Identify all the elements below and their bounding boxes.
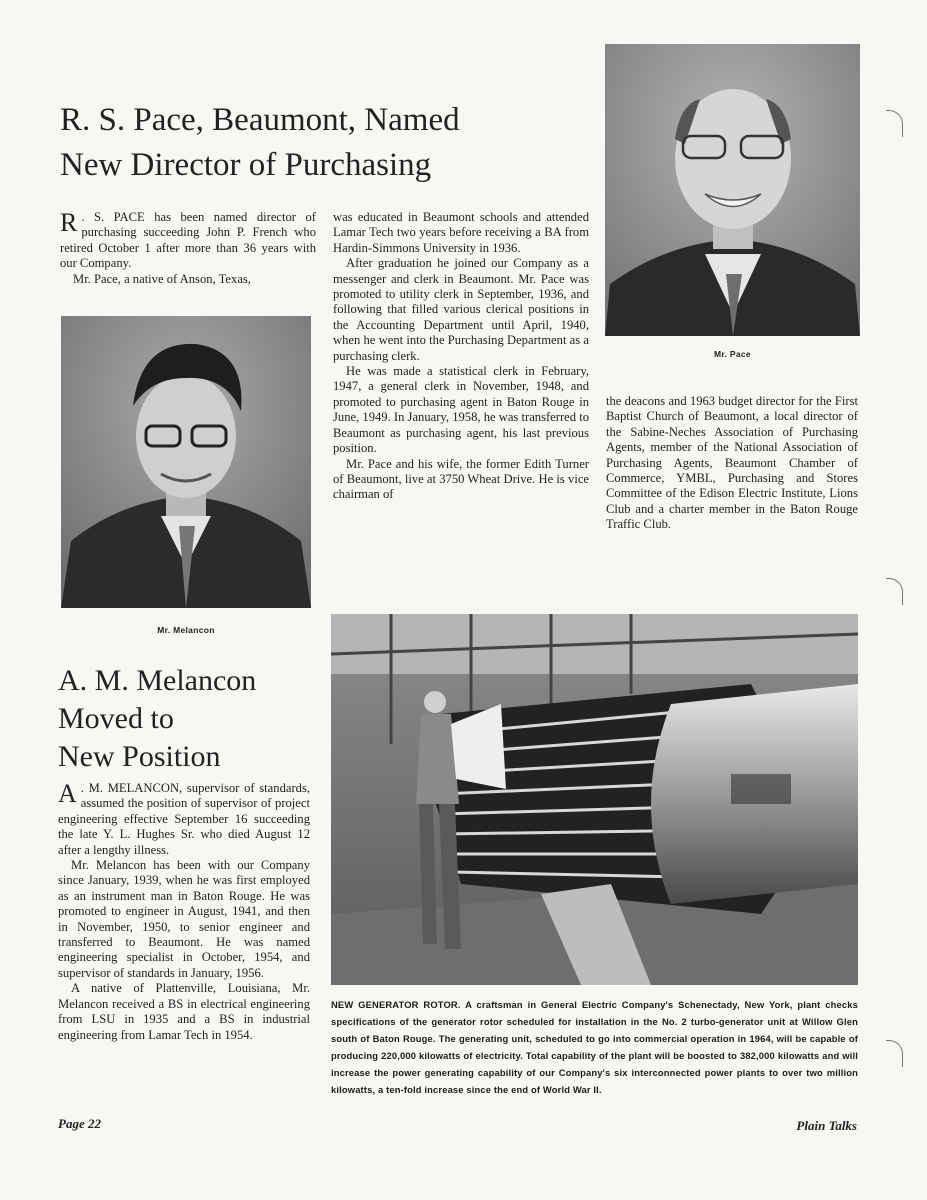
melancon-headline [58, 662, 318, 776]
pace-photo [605, 44, 860, 336]
pace-paragraph-1: R . S. PACE has been named director of purchasing succeeding John P. French who retired October 1 after more than 36 years with our Company. [60, 208, 316, 271]
melancon-portrait-icon [61, 316, 311, 608]
pace-column-3 [606, 394, 858, 533]
binder-mark [886, 110, 903, 137]
melancon-headline-line2: Moved to [58, 702, 174, 735]
pace-paragraph-6: Mr. Pace and his wife, the former Edith Turner of Beaumont, live at 3750 Wheat Drive. He is vice chairman of [333, 456, 589, 502]
pace-column-2 [333, 210, 589, 503]
publication-name: Plain Talks [796, 1118, 857, 1133]
generator-rotor-icon [331, 614, 858, 985]
pace-column-1 [60, 210, 316, 287]
drop-cap: R [60, 208, 78, 237]
generator-caption [331, 996, 858, 1098]
melancon-photo [61, 316, 311, 608]
pace-headline-line2: New Director of Purchasing [60, 147, 432, 183]
melancon-paragraph-2: Mr. Melancon has been with our Company since January, 1939, when he was first employed as an instrument man in Baton Rouge. He was promoted to engineer in August, 1941, and then in November, 1950, to senior engineer and transferred to Beaumont. He was named engineering specialist in October, 1954, and supervisor of standards in January, 1956. [58, 858, 310, 980]
pace-paragraph-4: After graduation he joined our Company as a messenger and clerk in Beaumont. Mr. Pace was promoted to utility clerk in September, 1936, and following that filled various clerical positions in the Accounting Department until April, 1940, when he went into the Purchasing Department as a purchasing clerk. [333, 256, 589, 363]
binder-mark [886, 1040, 903, 1067]
melancon-column [58, 781, 310, 1043]
binder-mark [886, 578, 903, 605]
drop-cap: A [58, 779, 77, 808]
pace-headline-line1: R. S. Pace, Beaumont, Named [60, 102, 460, 138]
pace-portrait-icon [605, 44, 860, 336]
generator-rotor-photo [331, 614, 858, 985]
pace-paragraph-7: the deacons and 1963 budget director for the First Baptist Church of Beaumont, a local director of the Sabine-Neches Association of Purchasing Agents, member of the National Association of Purchasing Agents, Beaumont Chamber of Commerce, YMBL, Purchasing and Stores Committee of the Edison Electric Institute, Lions Club and a charter member in the Baton Rouge Traffic Club. [606, 394, 858, 532]
melancon-paragraph-1: A . M. MELANCON, supervisor of standards, assumed the position of supervisor of project engineering effective September 16 succeeding the late Y. L. Hughes Sr. who died August 12 after a lengthy illness. [58, 779, 310, 857]
pace-paragraph-3: was educated in Beaumont schools and attended Lamar Tech two years before receiving a BA from Hardin-Simmons University in 1936. [333, 210, 589, 255]
generator-caption-text: A craftsman in General Electric Company's Schenectady, New York, plant checks specifications of the generator rotor scheduled for installation in the No. 2 turbo-generator unit at Willow Glen south of Baton Rouge. The generating unit, scheduled to go into commercial operation in 1964, will be capable of producing 220,000 kilowatts of electricity. Total capability of the plant will be boosted to 382,000 kilowatts and will increase the power generating capability of our Company's six interconnected power plants to over two million kilowatts, a ten-fold increase since the end of World War II. [331, 999, 859, 1095]
generator-caption-title: NEW GENERATOR ROTOR. [331, 999, 461, 1010]
pace-headline [60, 98, 540, 188]
pace-paragraph-2: Mr. Pace, a native of Anson, Texas, [73, 271, 251, 286]
pace-paragraph-5: He was made a statistical clerk in February, 1947, a general clerk in November, 1948, and promoted to purchasing agent in Baton Rouge in June, 1949. In January, 1958, he was transferred to Beaumont as purchasing agent, his last previous position. [333, 364, 589, 456]
melancon-headline-line3: New Position [58, 740, 221, 773]
pace-photo-caption: Mr. Pace [714, 349, 751, 359]
melancon-photo-caption: Mr. Melancon [157, 625, 215, 635]
page-number: Page 22 [58, 1116, 101, 1131]
melancon-paragraph-3: A native of Plattenville, Louisiana, Mr. Melancon received a BS in electrical engineering from LSU in 1935 and a BS in industrial engineering from Lamar Tech in 1954. [58, 981, 310, 1042]
melancon-headline-line1: A. M. Melancon [58, 664, 257, 697]
